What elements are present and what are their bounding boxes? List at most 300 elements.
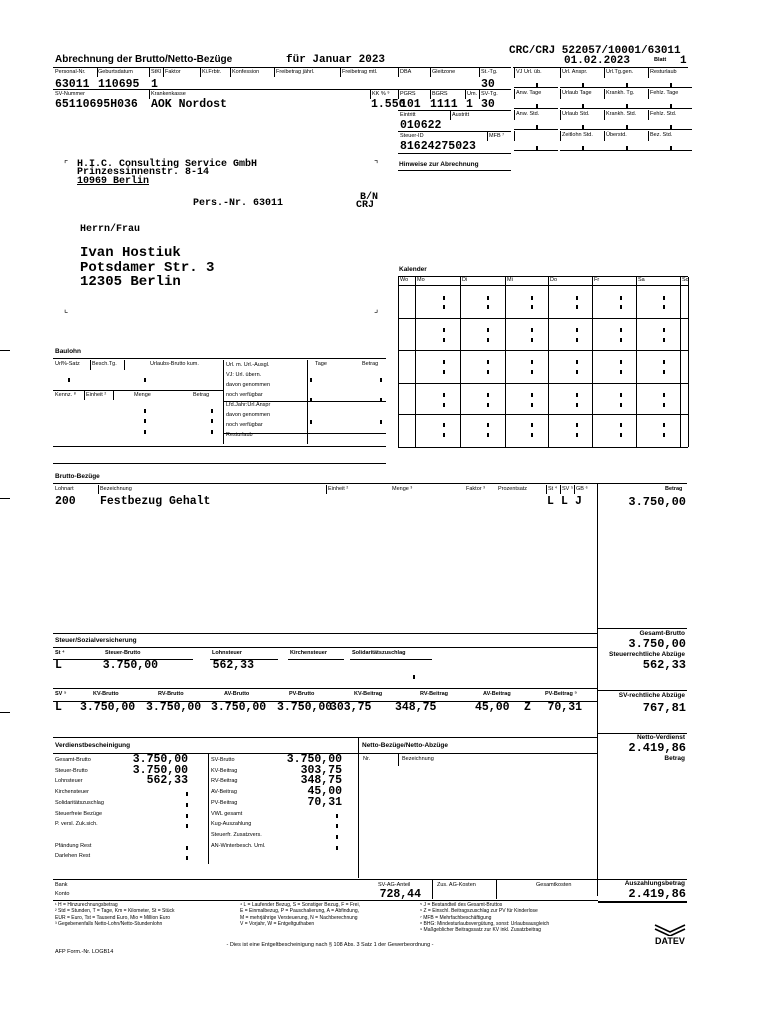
kv-beitrag: 303,75: [330, 701, 372, 714]
baulohn-urlaub-label: davon genommen: [226, 412, 271, 418]
verdienst-label: VWL gesamt: [211, 810, 243, 817]
kalender-row-line: [398, 383, 688, 384]
kalender-col-line: [548, 277, 549, 447]
kalender-cell-mark: [531, 393, 533, 397]
auszahlungsbetrag: 2.419,86: [628, 887, 686, 901]
kalender-col-line: [592, 277, 593, 447]
datev-logo: DATEV: [655, 936, 685, 946]
rv-beitrag-label: RV-Beitrag: [420, 691, 449, 697]
kalender-cell-mark: [487, 393, 489, 397]
netto-bezeichnung-label: Bezeichnung: [402, 756, 434, 762]
kalender-cell-mark: [531, 423, 533, 427]
urlaub-field-label: Überstd.: [606, 132, 627, 138]
brutto-sv: L: [561, 495, 568, 508]
kalender-col-line: [505, 277, 506, 447]
grid-divider: [514, 89, 515, 99]
baulohn-urlaub-label: Resturlaub: [226, 432, 253, 438]
sv-tage: 30: [481, 98, 495, 111]
kalender-cell-mark: [576, 296, 578, 300]
freibetrag-mtl-label: Freibetrag mtl.: [342, 69, 378, 75]
kalender-cell-mark: [620, 296, 622, 300]
kalender-cell-mark: [443, 328, 445, 332]
kalender-cell-mark: [531, 296, 533, 300]
grid-divider: [648, 110, 649, 120]
footnote-line: ² Std = Stunden, T = Tage, Km = Kilometer, St = Stück: [55, 908, 175, 915]
kalender-col-line: [398, 277, 399, 447]
col-gb: GB ⁶: [576, 486, 588, 492]
brutto-st: L: [547, 495, 554, 508]
grid-divider: [514, 68, 515, 78]
urlaub-field-label: Bez. Std.: [650, 132, 673, 138]
document-title: Abrechnung der Brutto/Netto-Bezüge: [55, 54, 233, 65]
steuer-sv-heading: Steuer/Sozialversicherung: [55, 637, 137, 644]
verdienst-value: 303,75: [300, 763, 342, 777]
gesamt-brutto: 3.750,00: [628, 637, 686, 651]
grid-tick: [536, 104, 538, 108]
verdienst-tick: [186, 814, 188, 818]
footnote-line: ⁷ MFB = Mehrfachbeschäftigung: [420, 914, 492, 921]
grid-divider: [604, 110, 605, 120]
kalender-cell-mark: [443, 305, 445, 309]
gewerbeordnung-note: - Dies ist eine Entgeltbescheinigung nach § 108 Abs. 3 Satz 1 der Gewerbeordnung -: [226, 942, 434, 948]
grid-tick: [670, 104, 672, 108]
rv-brutto-label: RV-Brutto: [158, 691, 184, 697]
pgrs: 101: [400, 98, 421, 111]
footnote-line: ⁸ BHG: Mindesturlaubsvergütung, sonst: Urlaubsausgleich: [420, 920, 550, 927]
kalender-cell-mark: [531, 360, 533, 364]
verdienst-label: Gesamt-Brutto: [55, 757, 91, 763]
kalender-cell-mark: [443, 370, 445, 374]
eintritt: 010622: [400, 119, 442, 132]
address-corner-br: ⌟: [374, 304, 379, 314]
col-sv: SV ⁵: [562, 486, 574, 492]
kalender-cell-mark: [576, 360, 578, 364]
kk-prozent-label: KK % ⁹: [372, 91, 390, 97]
baulohn-urlaub-label: Lfd.Jahr:Url.Anspr: [226, 402, 271, 408]
kalender-cell-mark: [663, 338, 665, 342]
kalender-col-line: [636, 277, 637, 447]
kalender-cell-mark: [576, 338, 578, 342]
baulohn-urlbrutto-label: Urlaubs-Brutto kum.: [150, 361, 199, 367]
kalender-cell-mark: [531, 305, 533, 309]
form-number: AFP Form.-Nr. LOGB14: [55, 949, 114, 955]
col-bezeichnung: Bezeichnung: [100, 486, 132, 492]
verdienst-label: RV-Beitrag: [211, 778, 238, 785]
blatt-number: 1: [680, 55, 687, 67]
pv-beitrag: 70,31: [547, 701, 582, 714]
kalender-day-label: So: [682, 277, 689, 283]
verdienst-value: 3.750,00: [132, 753, 188, 766]
gesamtkosten-label: Gesamtkosten: [536, 882, 572, 888]
baulohn-kennz-label: Kennz. ⁸: [55, 392, 76, 398]
personal-nr-label: Personal-Nr.: [55, 69, 86, 75]
kalender-day-label: Mi: [507, 277, 513, 283]
recipient-city: 12305 Berlin: [80, 274, 181, 290]
kalender-cell-mark: [663, 328, 665, 332]
netto-verdienst: 2.419,86: [628, 741, 686, 755]
verdienst-label: Kirchensteuer: [55, 789, 89, 796]
kalender-cell-mark: [620, 423, 622, 427]
verdienst-label: P. versl. Zuk.sich.: [55, 821, 98, 828]
eintritt-label: Eintritt: [400, 112, 416, 118]
grid-tick: [536, 83, 538, 87]
kalender-cell-mark: [663, 296, 665, 300]
col-prozentsatz: Prozentsatz: [498, 486, 528, 492]
grid-rule: [648, 150, 692, 151]
verdienst-label: AV-Beitrag: [211, 789, 237, 796]
kalender-day-label: Sa: [638, 277, 645, 283]
kalender-cell-mark: [487, 403, 489, 407]
kalender-cell-mark: [663, 393, 665, 397]
col-faktor: Faktor ³: [466, 486, 485, 492]
verdienst-value: 3.750,00: [132, 763, 188, 777]
urlaub-field-label: Krankh. Tg.: [606, 90, 635, 96]
verdienst-value: 45,00: [307, 785, 342, 799]
kalender-row-line: [398, 285, 688, 286]
kalender-cell-mark: [531, 328, 533, 332]
grid-rule: [514, 108, 558, 109]
geburtsdatum-label: Geburtsdatum: [98, 69, 133, 75]
grid-tick: [626, 146, 628, 150]
verdienst-label: Steuerfreie Bezüge: [55, 810, 103, 817]
grid-rule: [514, 87, 558, 88]
kalender-cell-mark: [576, 433, 578, 437]
grid-divider: [560, 68, 561, 78]
kalender-cell-mark: [663, 423, 665, 427]
kirchensteuer-label: Kirchensteuer: [290, 650, 327, 656]
baulohn-urlaub-label: VJ: Url. übern.: [226, 372, 262, 378]
baulohn-beschtg-label: Besch.Tg.: [92, 361, 117, 367]
datev-logo-graphic: [653, 923, 687, 936]
grid-rule: [514, 129, 558, 130]
grid-rule: [648, 129, 692, 130]
grid-tick: [626, 83, 628, 87]
verdienst-value: 3.750,00: [286, 753, 342, 766]
verdienst-tick: [186, 803, 188, 807]
brutto-betrag: 3.750,00: [628, 495, 686, 509]
av-brutto-label: AV-Brutto: [224, 691, 250, 697]
verdienst-tick: [336, 824, 338, 828]
grid-divider: [514, 110, 515, 120]
gleitzone-label: Gleitzone: [432, 69, 456, 75]
sv-abzuege: 767,81: [642, 701, 686, 715]
verdienst-label: Pfändung Rest: [55, 842, 92, 849]
urlaub-field-label: Zeitlohn Std.: [562, 132, 593, 138]
netto-betrag-label: Betrag: [664, 755, 685, 762]
brutto-betrag-label: Betrag: [665, 486, 683, 492]
grid-rule: [648, 108, 692, 109]
hinweise-heading: Hinweise zur Abrechnung: [399, 161, 479, 168]
rv-beitrag: 348,75: [395, 701, 437, 714]
steuer-id: 81624275023: [400, 140, 476, 153]
grid-divider: [648, 131, 649, 141]
sv-ag-anteil-label: SV-AG-Anteil: [378, 882, 411, 888]
bn-code: B/N: [360, 192, 379, 203]
urlaub-field-label: Urlaub Tage: [562, 90, 592, 96]
steuertage: 30: [481, 78, 495, 91]
grid-tick: [670, 83, 672, 87]
verdienst-label: Steuerfr. Zusatzvers.: [211, 831, 262, 838]
baulohn-betrag-label: Betrag: [193, 392, 210, 398]
kalender-cell-mark: [443, 338, 445, 342]
brutto-heading: Brutto-Bezüge: [55, 473, 100, 480]
kalender-cell-mark: [443, 393, 445, 397]
kalender-cell-mark: [531, 403, 533, 407]
kalender-cell-mark: [620, 433, 622, 437]
grid-rule: [514, 150, 558, 151]
pv-brutto-label: PV-Brutto: [289, 691, 315, 697]
kalender-col-line: [460, 277, 461, 447]
verdienst-label: KV-Beitrag: [211, 767, 238, 774]
address-corner-tr: ⌝: [374, 159, 379, 169]
baulohn-heading: Baulohn: [55, 348, 81, 355]
kalender-cell-mark: [620, 370, 622, 374]
steuerklasse: 1: [151, 78, 158, 91]
urlaub-field-label: Fehlz. Tage: [650, 90, 679, 96]
pv-brutto: 3.750,00: [277, 701, 333, 714]
lohnsteuer: 562,33: [212, 659, 254, 672]
grid-divider: [560, 89, 561, 99]
kalender-cell-mark: [487, 370, 489, 374]
verdienst-label: AN-Winterbesch. Uml.: [211, 842, 266, 849]
kalender-cell-mark: [487, 328, 489, 332]
pv-beitrag-label: PV-Beitrag ⁵: [545, 691, 577, 697]
brutto-gb: J: [575, 495, 582, 508]
grid-tick: [536, 146, 538, 150]
bgrs-label: BGRS: [432, 91, 448, 97]
grid-tick: [670, 125, 672, 129]
kalender-cell-mark: [620, 403, 622, 407]
kalender-row-line: [398, 350, 688, 351]
grid-divider: [604, 131, 605, 141]
kv-brutto-label: KV-Brutto: [93, 691, 119, 697]
grid-rule: [560, 87, 604, 88]
baulohn-urlaub-label: noch verfügbar: [226, 392, 263, 398]
verdienst-label: SV-Brutto: [211, 757, 235, 763]
grid-tick: [582, 83, 584, 87]
verdienst-label: Steuer-Brutto: [55, 767, 88, 774]
crc-code: CRC/CRJ 522057/10001/63011: [509, 45, 681, 57]
kalender-cell-mark: [620, 338, 622, 342]
grid-tick: [582, 146, 584, 150]
dba-label: DBA: [400, 69, 412, 75]
kalender-cell-mark: [576, 393, 578, 397]
kalender-cell-mark: [576, 328, 578, 332]
period: für Januar 2023: [286, 54, 386, 66]
kk-prozent: 1.550: [371, 98, 406, 111]
av-brutto: 3.750,00: [211, 701, 267, 714]
steuer-abzuege-label: Steuerrechtliche Abzüge: [609, 651, 685, 658]
kalender-cell-mark: [663, 433, 665, 437]
grid-divider: [604, 68, 605, 78]
kalender-cell-mark: [443, 433, 445, 437]
kalender-row-line: [398, 318, 688, 319]
kalender-cell-mark: [531, 370, 533, 374]
pgrs-label: PGRS: [400, 91, 416, 97]
grid-divider: [604, 89, 605, 99]
um-label: Um.: [467, 91, 478, 97]
personal-nr: 63011: [55, 78, 90, 91]
grid-tick: [582, 125, 584, 129]
kalender-cell-mark: [487, 305, 489, 309]
kalender-cell-mark: [487, 338, 489, 342]
kalender-day-label: Di: [462, 277, 468, 283]
col-einheit: Einheit ²: [328, 486, 349, 492]
verdienst-label: Darlehen Rest: [55, 853, 91, 860]
austritt-label: Austritt: [452, 112, 470, 118]
kalender-cell-mark: [487, 360, 489, 364]
col-menge: Menge ³: [392, 486, 413, 492]
pers-nr: Pers.-Nr. 63011: [193, 198, 284, 209]
kalender-cell-mark: [531, 338, 533, 342]
urlaub-field-label: Resturlaub: [650, 69, 677, 75]
verdienst-tick: [336, 835, 338, 839]
kalender-cell-mark: [443, 403, 445, 407]
urlaub-field-label: Krankh. Std.: [606, 111, 637, 117]
kalender-col-line: [688, 277, 689, 447]
kalender-day-label: Mo: [417, 277, 425, 283]
baulohn-menge-label: Menge: [134, 392, 151, 398]
umlage: 1: [466, 98, 473, 111]
verdienst-tick: [186, 846, 188, 850]
kalender-cell-mark: [443, 423, 445, 427]
netto-abzuege-heading: Netto-Bezüge/Netto-Abzüge: [362, 742, 448, 749]
kalender-cell-mark: [620, 328, 622, 332]
urlaub-field-label: Urlaub Std.: [562, 111, 590, 117]
employer-name: H.I.C. Consulting Service GmbH: [77, 159, 258, 170]
sv-ag-anteil: 728,44: [379, 888, 421, 901]
grid-tick: [670, 146, 672, 150]
sv-abzuege-label: SV-rechtliche Abzüge: [618, 692, 685, 699]
kalender-cell-mark: [663, 403, 665, 407]
kalender-cell-mark: [487, 433, 489, 437]
footnote-line: ⁹ Maßgeblicher Beitragssatz zur KV inkl. Zusatzbeitrag: [420, 927, 542, 934]
verdienst-value: 348,75: [300, 774, 342, 788]
baulohn-urlsatz-label: Url%-Satz: [55, 361, 80, 367]
auszahlung-label: Auszahlungsbetrag: [624, 880, 685, 887]
kalender-day-label: Fr: [594, 277, 600, 283]
geburtsdatum: 110695: [98, 78, 140, 91]
kalender-cell-mark: [663, 360, 665, 364]
urlaub-field-label: Anw. Tage: [516, 90, 542, 96]
verdienst-label: PV-Beitrag: [211, 799, 238, 806]
baulohn-urlaub-label: noch verfügbar: [226, 422, 263, 428]
av-beitrag: 45,00: [475, 701, 510, 714]
kalender-cell-mark: [576, 403, 578, 407]
baulohn-einheit-label: Einheit ²: [86, 392, 107, 398]
footnote-line: ³ Gegebenenfalls Netto-Lohn/Netto-Stundenlohn: [55, 920, 163, 927]
verdienst-heading: Verdienstbescheinigung: [55, 742, 131, 749]
verdienst-value: 70,31: [307, 795, 342, 809]
mfb-label: MFB ⁷: [489, 133, 505, 139]
kalender-cell-mark: [443, 296, 445, 300]
steuer-id-label: Steuer-ID: [400, 133, 424, 139]
kalender-cell-mark: [620, 305, 622, 309]
col-st: St ⁴: [548, 486, 558, 492]
footnote-line: E = Einmalbezug, P = Pauschalierung, A = Abfindung,: [240, 908, 360, 915]
sv-label: SV ⁵: [55, 691, 67, 697]
faktor-label: Faktor: [165, 69, 181, 75]
urlaub-field-label: Fehlz. Std.: [650, 111, 677, 117]
footnote-line: ⁶ Z = Einschl. Beitragszuschlag zur PV für Kinderlose: [420, 908, 538, 915]
crj-code: CRJ: [356, 200, 375, 211]
grid-rule: [604, 87, 648, 88]
sttg-label: St.-Tg.: [481, 69, 498, 75]
netto-label: Netto-Verdienst: [636, 734, 685, 741]
recipient-name: Ivan Hostiuk: [80, 245, 181, 261]
grid-tick: [626, 104, 628, 108]
grid-rule: [604, 129, 648, 130]
kalender-cell-mark: [487, 296, 489, 300]
footnote-line: ¹ H = Hinzurechnungsbetrag: [55, 902, 118, 908]
baulohn-urlaub-label: Url. m. Url.-Ausgl.: [226, 362, 270, 368]
grid-divider: [514, 131, 515, 141]
verdienst-tick: [186, 792, 188, 796]
employer-city: 10969 Berlin: [77, 176, 150, 187]
verdienst-label: Solidaritätszuschlag: [55, 799, 104, 806]
kalender-col-line: [415, 277, 416, 447]
address-corner-tl: ⌜: [64, 159, 69, 169]
recipient-street: Potsdamer Str. 3: [80, 260, 215, 276]
grid-rule: [560, 108, 604, 109]
grid-tick: [582, 104, 584, 108]
col-lohnart: Lohnart: [55, 486, 74, 492]
svtg-label: SV-Tg.: [481, 91, 498, 97]
kalender-cell-mark: [576, 305, 578, 309]
steuer-abzuege: 562,33: [642, 658, 686, 672]
footnote-line: ⁵ J = Bestandteil des Gesamt-Bruttos: [420, 902, 503, 908]
kalender-cell-mark: [620, 393, 622, 397]
sv-nummer: 65110695H036: [55, 98, 138, 111]
steuer-st: L: [55, 659, 62, 672]
kalender-cell-mark: [663, 370, 665, 374]
rv-brutto: 3.750,00: [146, 701, 202, 714]
krankenkasse-label: Krankenkasse: [151, 91, 186, 97]
grid-tick: [626, 125, 628, 129]
kalender-cell-mark: [487, 423, 489, 427]
zus-ag-kosten-label: Zus. AG-Kosten: [437, 882, 476, 888]
sv-code: L: [55, 701, 62, 714]
urlaub-field-label: Anw. Std.: [516, 111, 540, 117]
footnote-line: EUR = Euro, Tst = Tausend Euro, Mio = Million Euro: [55, 914, 171, 921]
footnote-line: V = Vorjahr, W = Entgeltguthaben: [240, 920, 315, 927]
grid-rule: [604, 108, 648, 109]
footnote-line: M = mehrjährige Versteuerung, N = Nachberechnung: [240, 914, 358, 921]
kalender-cell-mark: [576, 423, 578, 427]
bgrs: 1111: [430, 98, 458, 111]
konto-label: Konto: [55, 891, 70, 897]
soli-label: Solidaritätszuschlag: [352, 650, 406, 656]
steuer-brutto: 3.750,00: [102, 659, 158, 672]
stkl-label: StKl: [151, 69, 162, 75]
kalender-cell-mark: [531, 433, 533, 437]
baulohn-urlaub-label: davon genommen: [226, 382, 271, 388]
kalender-cell-mark: [443, 360, 445, 364]
baulohn-tage-label: Tage: [315, 361, 327, 367]
av-flag: Z: [524, 701, 531, 714]
steuer-brutto-label: Steuer-Brutto: [105, 650, 141, 656]
brutto-bezeichnung: Festbezug Gehalt: [100, 495, 211, 508]
urlaub-field-label: Url.Tg.gen.: [606, 69, 634, 75]
sv-nummer-label: SV-Nummer: [55, 91, 85, 97]
verdienst-tick: [336, 814, 338, 818]
gesamt-brutto-label: Gesamt-Brutto: [639, 630, 685, 637]
grid-divider: [648, 68, 649, 78]
krankenkasse: AOK Nordost: [151, 98, 227, 111]
grid-divider: [648, 89, 649, 99]
verdienst-label: Kug-Auszahlung: [211, 821, 252, 828]
baulohn-betrag2-label: Betrag: [362, 361, 379, 367]
